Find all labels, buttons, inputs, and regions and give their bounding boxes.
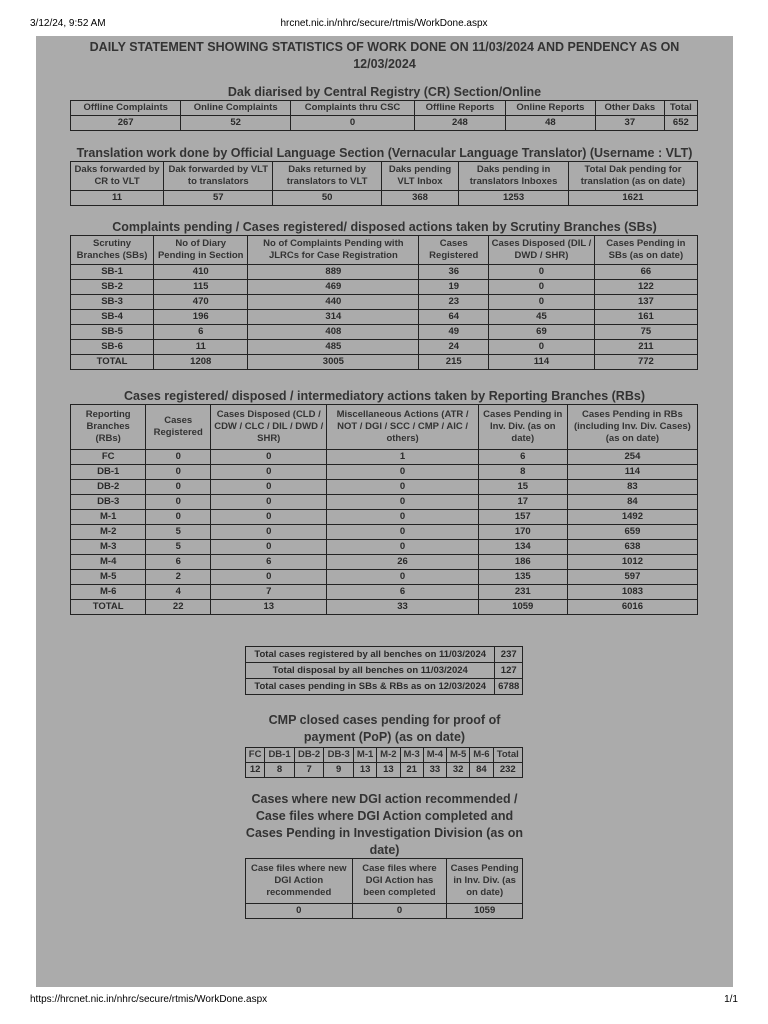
translation-heading: Translation work done by Official Language Section (Vernacular Language Translator) (Username : VLT) [76,146,693,160]
table-cell: M-6 [71,585,146,600]
table-row [71,310,698,325]
table-cell: 408 [248,325,419,340]
dgi-heading: Cases where new DGI action recommended / Case files where DGI Action completed and Cases Pending in Investigation Division (as on date) [245,792,524,857]
table-cell: 0 [146,495,211,510]
table-cell: 1208 [154,355,248,370]
table-cell: 32 [447,763,470,778]
table-cell: 11 [154,340,248,355]
column-header: Cases Registered [419,236,489,265]
total-row [246,663,523,679]
table-row [71,495,698,510]
column-header: Daks pending in translators Inboxes [459,162,569,191]
table-cell: 186 [478,555,567,570]
table-cell: 0 [352,904,447,919]
total-value: 6788 [495,679,523,695]
table-cell: 1083 [567,585,697,600]
column-header: Total Dak pending for translation (as on date) [568,162,697,191]
table-cell: 15 [478,480,567,495]
column-header: Online Reports [505,101,595,116]
column-header: Cases Disposed (CLD / CDW / CLC / DIL / DWD / SHR) [211,405,327,450]
column-header: M-6 [470,748,493,763]
table-cell: 36 [419,265,489,280]
table-cell: 57 [164,191,273,206]
table-cell: 659 [567,525,697,540]
table-cell: 6 [211,555,327,570]
table-cell: 4 [146,585,211,600]
table-row [71,555,698,570]
table-cell: 114 [489,355,595,370]
total-label: Total cases registered by all benches on 11/03/2024 [246,647,495,663]
table-cell: 485 [248,340,419,355]
table-cell: 638 [567,540,697,555]
table-cell: 215 [419,355,489,370]
column-header: M-1 [353,748,376,763]
table-cell: DB-1 [71,465,146,480]
table-cell: 314 [248,310,419,325]
table-cell: FC [71,450,146,465]
table-cell: 2 [146,570,211,585]
table-cell: 652 [664,116,697,131]
reporting-table [70,404,698,615]
dak-heading: Dak diarised by Central Registry (CR) Section/Online [227,85,542,99]
table-cell: 84 [567,495,697,510]
table-cell: TOTAL [71,355,154,370]
table-cell: 21 [400,763,423,778]
table-cell: 0 [489,280,595,295]
reporting-heading: Cases registered/ disposed / intermediatory actions taken by Reporting Branches (RBs) [124,389,645,403]
table-cell: 0 [146,465,211,480]
column-header: DB-1 [265,748,295,763]
column-header: Online Complaints [181,101,291,116]
column-header: Dak forwarded by VLT to translators [164,162,273,191]
table-cell: 232 [493,763,522,778]
table-cell: 22 [146,600,211,615]
column-header: Case files where DGI Action has been completed [352,859,447,904]
column-header: M-2 [377,748,400,763]
table-cell: 0 [146,510,211,525]
table-cell: 0 [146,450,211,465]
table-cell: 48 [505,116,595,131]
table-cell: 0 [291,116,415,131]
table-cell: 13 [377,763,400,778]
column-header: Cases Disposed (DIL / DWD / SHR) [489,236,595,265]
table-row [71,600,698,615]
column-header: Reporting Branches (RBs) [71,405,146,450]
header-row [246,859,523,904]
table-cell: 115 [154,280,248,295]
table-row [71,355,698,370]
table-cell: 597 [567,570,697,585]
scrutiny-heading: Complaints pending / Cases registered/ disposed actions taken by Scrutiny Branches (SBs) [112,220,657,234]
table-cell: M-1 [71,510,146,525]
cmp-heading: CMP closed cases pending for proof of payment (PoP) (as on date) [268,713,501,744]
total-row [246,679,523,695]
table-cell: 6 [327,585,478,600]
table-cell: 7 [294,763,324,778]
table-cell: 211 [594,340,697,355]
table-cell: M-5 [71,570,146,585]
table-cell: 114 [567,465,697,480]
table-cell: 0 [211,465,327,480]
table-cell: SB-4 [71,310,154,325]
table-cell: 66 [594,265,697,280]
table-cell: M-2 [71,525,146,540]
total-label: Total disposal by all benches on 11/03/2024 [246,663,495,679]
table-cell: DB-2 [71,480,146,495]
table-cell: 6 [478,450,567,465]
table-cell: 24 [419,340,489,355]
table-cell: TOTAL [71,600,146,615]
table-cell: 8 [478,465,567,480]
header-row [71,162,698,191]
table-cell: 75 [594,325,697,340]
table-cell: 83 [567,480,697,495]
table-cell: 0 [246,904,353,919]
table-cell: SB-2 [71,280,154,295]
column-header: Cases Pending in SBs (as on date) [594,236,697,265]
table-row [71,525,698,540]
table-cell: 7 [211,585,327,600]
table-cell: 0 [489,295,595,310]
table-cell: 0 [327,570,478,585]
table-cell: M-4 [71,555,146,570]
table-cell: 45 [489,310,595,325]
column-header: FC [246,748,265,763]
table-cell: 0 [211,540,327,555]
column-header: M-4 [423,748,446,763]
table-row [71,280,698,295]
table-cell: 1621 [568,191,697,206]
table-cell: 0 [327,480,478,495]
table-cell: 0 [489,340,595,355]
column-header: Miscellaneous Actions (ATR / NOT / DGI / SCC / CMP / AIC / others) [327,405,478,450]
column-header: Case files where new DGI Action recommended [246,859,353,904]
table-cell: 37 [595,116,664,131]
table-cell: 17 [478,495,567,510]
column-header: Total [664,101,697,116]
dak-table [70,100,698,131]
column-header: Offline Reports [415,101,506,116]
scrutiny-table [70,235,698,370]
table-cell: 0 [327,510,478,525]
column-header: No of Diary Pending in Section [154,236,248,265]
page-title: DAILY STATEMENT SHOWING STATISTICS OF WORK DONE ON 11/03/2024 AND PENDENCY AS ON 12/03/2024 [89,40,680,71]
table-cell: 6 [146,555,211,570]
table-cell: 52 [181,116,291,131]
print-datetime: 3/12/24, 9:52 AM [30,18,106,29]
table-cell: 772 [594,355,697,370]
column-header: M-3 [400,748,423,763]
table-cell: 69 [489,325,595,340]
table-cell: 0 [211,450,327,465]
table-cell: 13 [211,600,327,615]
column-header: Cases Registered [146,405,211,450]
table-cell: 9 [324,763,354,778]
table-cell: 0 [211,495,327,510]
column-header: Cases Pending in Inv. Div. (as on date) [447,859,523,904]
total-value: 127 [495,663,523,679]
table-cell: DB-3 [71,495,146,510]
table-row [71,540,698,555]
table-cell: 157 [478,510,567,525]
total-label: Total cases pending in SBs & RBs as on 12/03/2024 [246,679,495,695]
column-header: No of Complaints Pending with JLRCs for Case Registration [248,236,419,265]
print-header [30,18,738,32]
column-header: Cases Pending in Inv. Div. (as on date) [478,405,567,450]
table-cell: 1253 [459,191,569,206]
table-row [71,265,698,280]
table-cell: 1059 [478,600,567,615]
table-cell: SB-3 [71,295,154,310]
table-row [71,510,698,525]
table-cell: 23 [419,295,489,310]
header-row [71,405,698,450]
table-cell: 50 [273,191,381,206]
table-row [246,763,523,778]
table-row [71,325,698,340]
total-row [246,647,523,663]
column-header: DB-2 [294,748,324,763]
header-row [71,236,698,265]
table-cell: 11 [71,191,164,206]
table-cell: 254 [567,450,697,465]
table-row [71,450,698,465]
page-number: 1/1 [724,994,738,1005]
column-header: Offline Complaints [71,101,181,116]
table-cell: 0 [327,525,478,540]
table-cell: 134 [478,540,567,555]
table-cell: 49 [419,325,489,340]
table-cell: M-3 [71,540,146,555]
table-row [71,570,698,585]
footer-url: https://hrcnet.nic.in/nhrc/secure/rtmis/WorkDone.aspx [30,994,268,1005]
table-cell: 135 [478,570,567,585]
column-header: M-5 [447,748,470,763]
column-header: Daks pending VLT Inbox [381,162,458,191]
table-cell: 0 [327,495,478,510]
table-row [71,191,698,206]
totals-table [245,646,523,695]
cmp-table [245,747,523,778]
table-cell: 26 [327,555,478,570]
table-cell: 0 [327,465,478,480]
table-cell: 161 [594,310,697,325]
column-header: Scrutiny Branches (SBs) [71,236,154,265]
table-cell: SB-5 [71,325,154,340]
table-cell: 410 [154,265,248,280]
table-cell: 6 [154,325,248,340]
table-cell: 8 [265,763,295,778]
table-row [71,340,698,355]
column-header: Total [493,748,522,763]
table-cell: 368 [381,191,458,206]
table-cell: SB-1 [71,265,154,280]
table-cell: 6016 [567,600,697,615]
column-header: Complaints thru CSC [291,101,415,116]
table-cell: 196 [154,310,248,325]
table-cell: 469 [248,280,419,295]
table-cell: 64 [419,310,489,325]
table-row [71,116,698,131]
table-row [246,904,523,919]
table-row [71,585,698,600]
column-header: Cases Pending in RBs (including Inv. Div. Cases) (as on date) [567,405,697,450]
table-cell: 5 [146,540,211,555]
table-row [71,465,698,480]
table-cell: 19 [419,280,489,295]
print-url: hrcnet.nic.in/nhrc/secure/rtmis/WorkDone.aspx [280,18,488,29]
table-cell: 33 [327,600,478,615]
table-cell: 0 [489,265,595,280]
table-cell: 5 [146,525,211,540]
table-cell: 267 [71,116,181,131]
table-cell: 440 [248,295,419,310]
column-header: Other Daks [595,101,664,116]
table-cell: 1 [327,450,478,465]
table-cell: 1012 [567,555,697,570]
table-cell: 137 [594,295,697,310]
table-cell: 1059 [447,904,523,919]
table-cell: 13 [353,763,376,778]
table-cell: 0 [211,510,327,525]
table-cell: 0 [211,570,327,585]
column-header: Daks forwarded by CR to VLT [71,162,164,191]
table-cell: 470 [154,295,248,310]
column-header: Daks returned by translators to VLT [273,162,381,191]
header-row [246,748,523,763]
table-cell: 889 [248,265,419,280]
table-cell: 3005 [248,355,419,370]
table-row [71,295,698,310]
table-cell: SB-6 [71,340,154,355]
total-value: 237 [495,647,523,663]
table-cell: 231 [478,585,567,600]
table-cell: 84 [470,763,493,778]
translation-table [70,161,698,206]
dgi-table [245,858,523,919]
print-footer [30,994,738,1008]
table-cell: 0 [211,480,327,495]
table-cell: 1492 [567,510,697,525]
table-cell: 122 [594,280,697,295]
table-cell: 12 [246,763,265,778]
report-sheet [36,36,733,987]
table-cell: 170 [478,525,567,540]
table-cell: 0 [146,480,211,495]
header-row [71,101,698,116]
column-header: DB-3 [324,748,354,763]
table-cell: 33 [423,763,446,778]
table-cell: 0 [211,525,327,540]
table-cell: 0 [327,540,478,555]
table-cell: 248 [415,116,506,131]
table-row [71,480,698,495]
